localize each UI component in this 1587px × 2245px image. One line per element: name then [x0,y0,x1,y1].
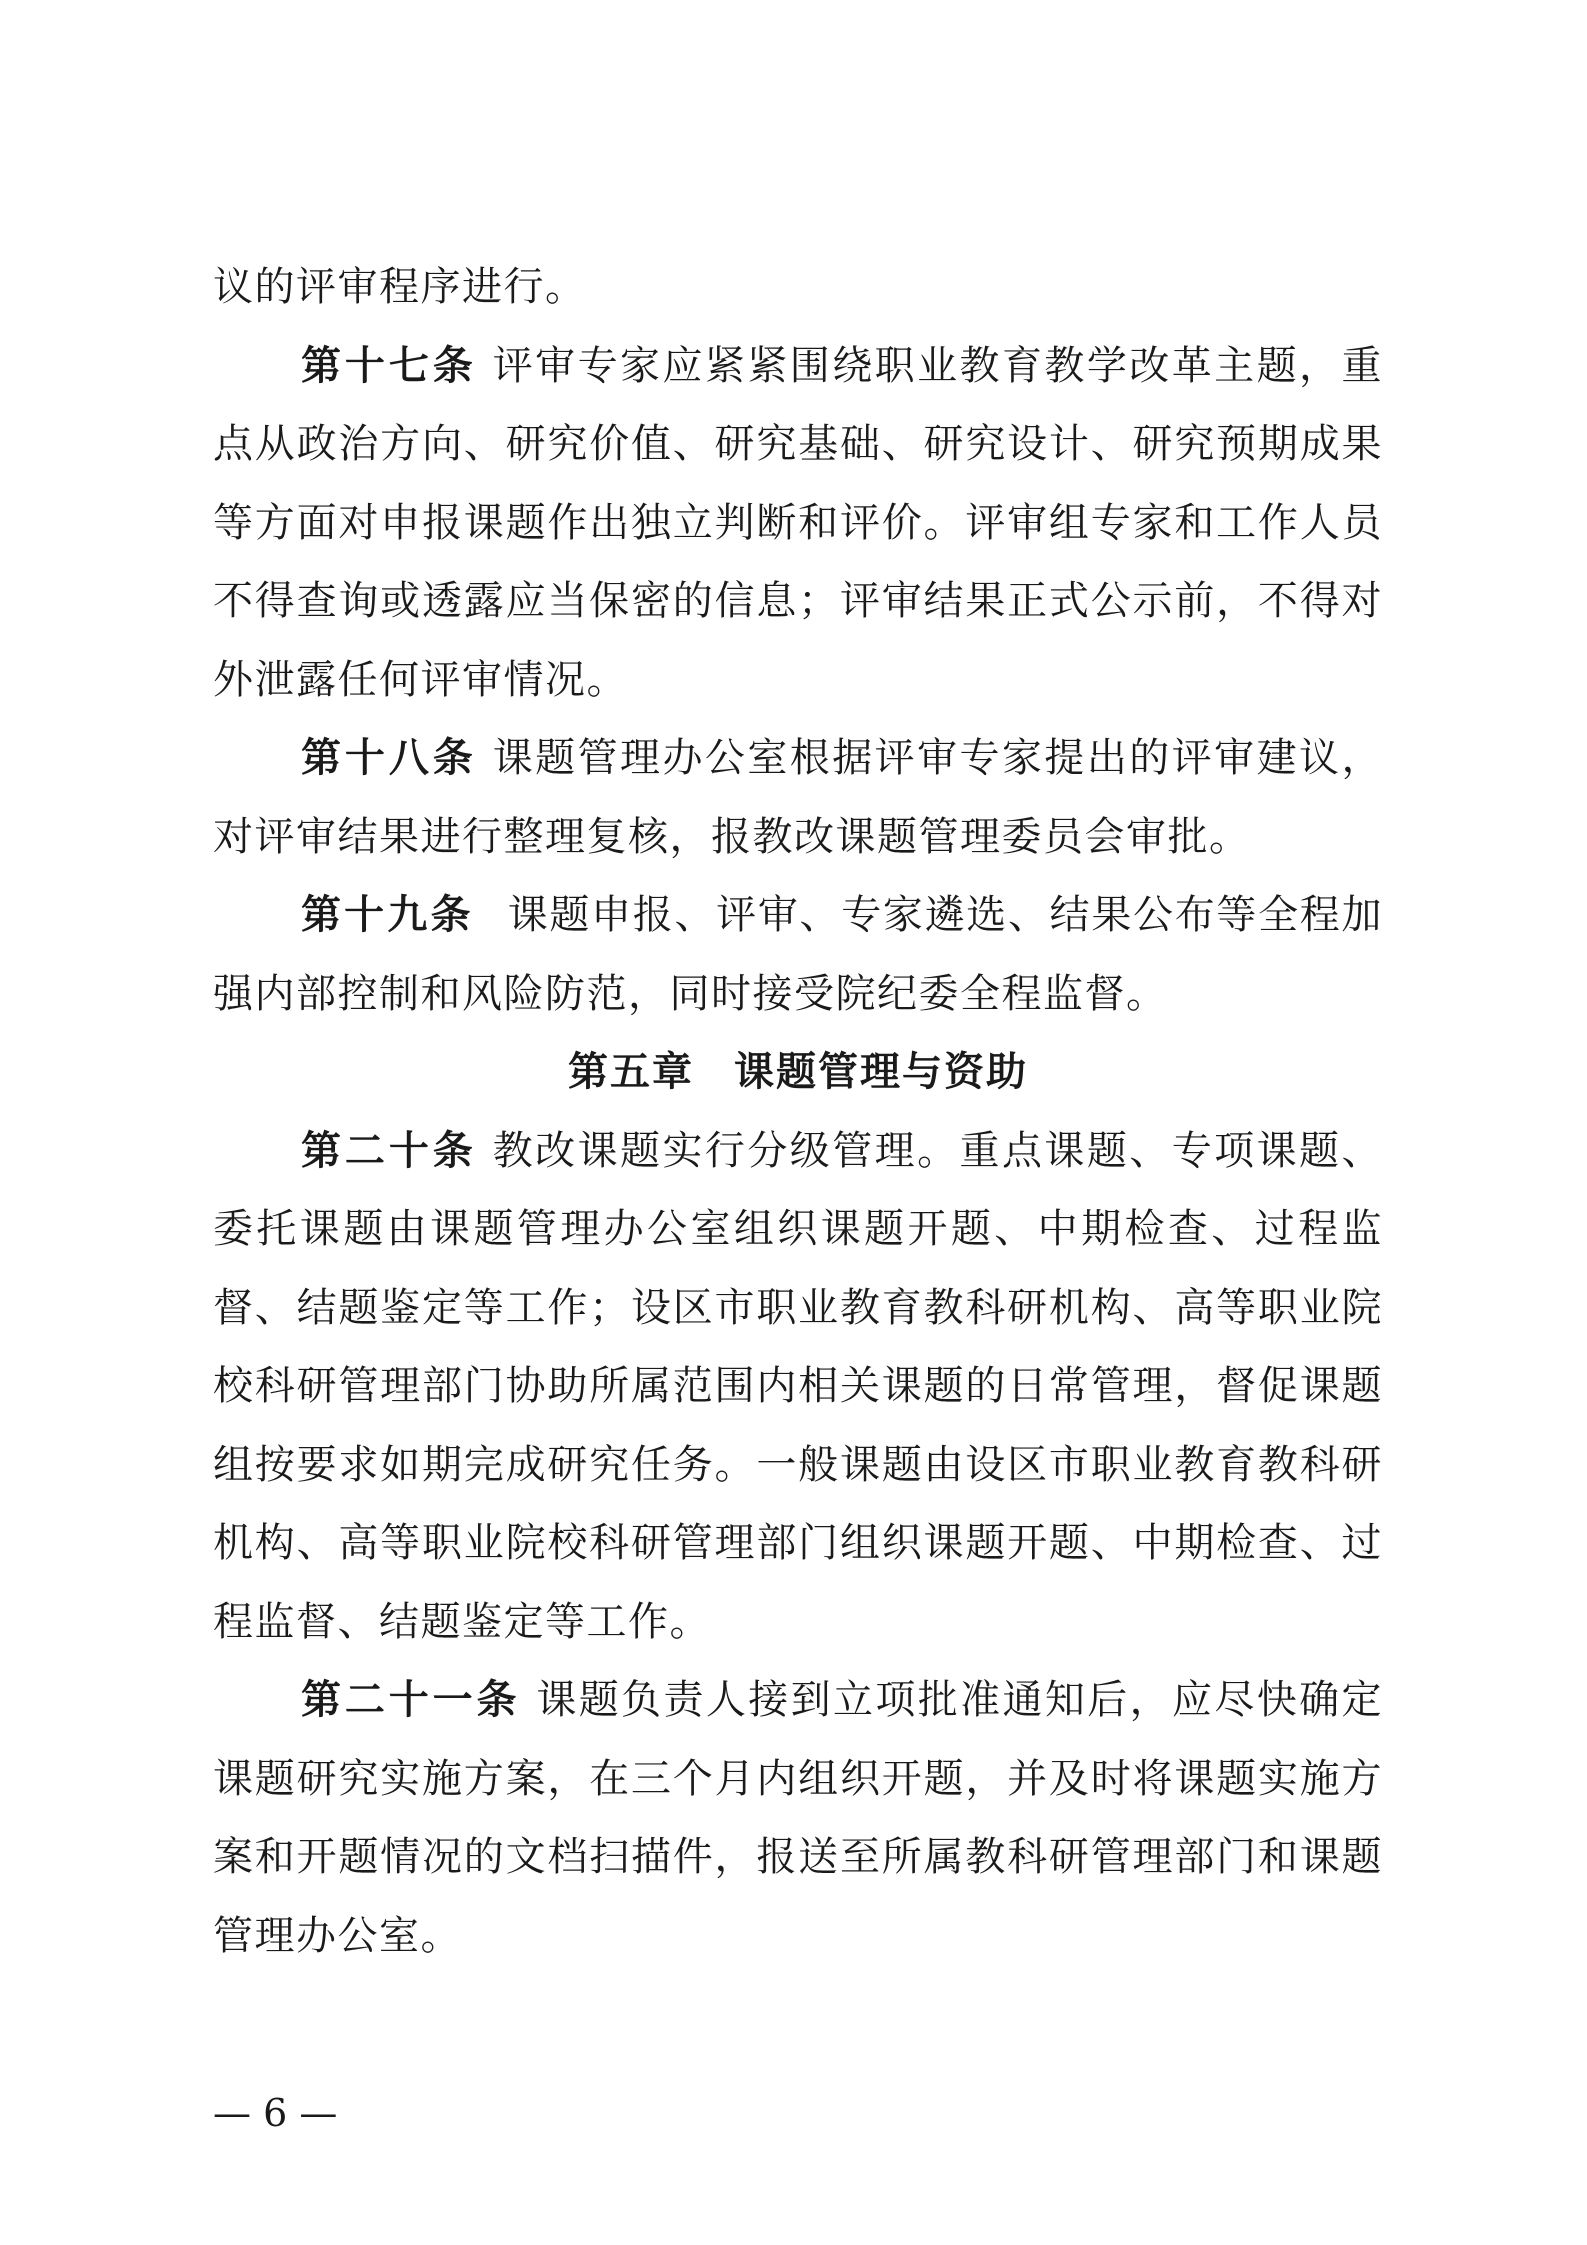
chapter-number: 第五章 [568,1049,694,1095]
article-text: 课题负责人接到立项批准通知后，应尽快确定课题研究实施方案，在三个月内组织开题，并及时将课题实施方案和开题情况的文档扫描件，报送至所属教科研管理部门和课题管理办公室。 [213,1677,1383,1959]
article-label: 第十七条 [301,342,477,389]
article-text: 评审专家应紧紧围绕职业教育教学改革主题，重点从政治方向、研究价值、研究基础、研究设计、研究预期成果等方面对申报课题作出独立判断和评价。评审组专家和工作人员不得查询或透露应当保密的信息；评审结果正式公示前，不得对外泄露任何评审情况。 [213,342,1383,703]
chapter-title: 课题管理与资助 [734,1049,1028,1095]
article-21 [213,1661,1383,1975]
page-number: — 6 — [213,2091,338,2135]
continuation-paragraph: 议的评审程序进行。 [213,264,587,310]
article-label: 第十九条 [301,892,474,938]
article-label: 第二十条 [301,1127,477,1174]
article-17 [213,327,1383,720]
article-text: 课题管理办公室根据评审专家提出的评审建议，对评审结果进行整理复核，报教改课题管理委员会审批。 [213,735,1383,860]
article-18 [213,719,1383,876]
article-text: 教改课题实行分级管理。重点课题、专项课题、委托课题由课题管理办公室组织课题开题、中期检查、过程监督、结题鉴定等工作；设区市职业教育教科研机构、高等职业院校科研管理部门协助所属范围内相关课题的日常管理，督促课题组按要求如期完成研究任务。一般课题由设区市职业教育教科研机构、高等职业院校科研管理部门组织课题开题、中期检查、过程监督、结题鉴定等工作。 [213,1127,1383,1645]
document-body [213,248,1383,1975]
article-label: 第十八条 [301,735,477,781]
article-20 [213,1112,1383,1662]
chapter-heading [213,1033,1383,1112]
article-label: 第二十一条 [301,1677,521,1723]
article-text: 课题申报、评审、专家遴选、结果公布等全程加强内部控制和风险防范，同时接受院纪委全程监督。 [213,892,1383,1017]
article-19 [213,876,1383,1033]
